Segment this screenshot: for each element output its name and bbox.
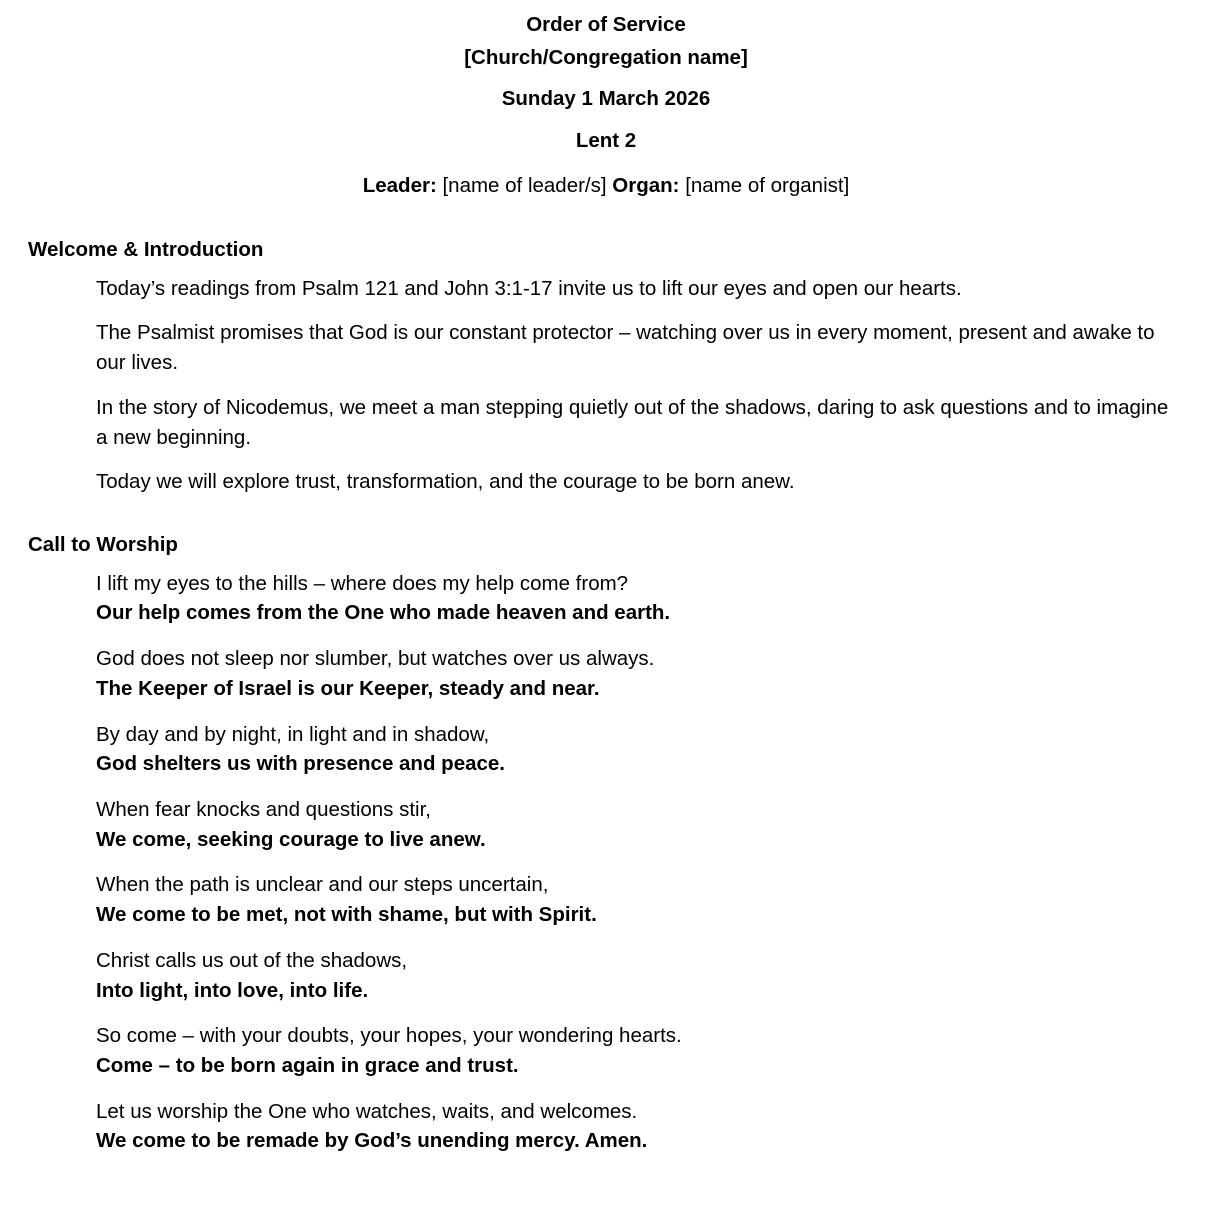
call-line: God does not sleep nor slumber, but watches over us always. <box>96 647 655 671</box>
liturgical-season: Lent 2 <box>575 128 637 152</box>
responsive-pair <box>96 795 1184 854</box>
responsive-pair <box>96 1097 1184 1156</box>
response-line: Come – to be born again in grace and trust. <box>96 1054 519 1078</box>
responsive-pair <box>96 870 1184 929</box>
responsive-pair <box>96 1021 1184 1080</box>
response-line: We come, seeking courage to live anew. <box>96 827 486 851</box>
call-line: When fear knocks and questions stir, <box>96 798 432 822</box>
responsive-pair <box>96 720 1184 779</box>
welcome-paragraph: Today’s readings from Psalm 121 and John 3:1-17 invite us to lift our eyes and open our hearts. <box>96 276 962 300</box>
call-line: When the path is unclear and our steps uncertain, <box>96 873 549 897</box>
organ-value: [name of organist] <box>685 173 850 197</box>
service-date: Sunday 1 March 2026 <box>501 87 711 111</box>
responsive-pair <box>96 644 1184 703</box>
section-title-welcome: Welcome & Introduction <box>28 238 264 262</box>
welcome-paragraph: In the story of Nicodemus, we meet a man stepping quietly out of the shadows, daring to ask questions and to imagine a new beginning. <box>96 395 1169 449</box>
header-spacer-1 <box>28 74 1184 82</box>
header-spacer-2 <box>28 116 1184 124</box>
leader-organ-line <box>28 169 1184 202</box>
call-line: I lift my eyes to the hills – where does my help come from? <box>96 571 629 595</box>
leader-label: Leader: <box>362 173 437 197</box>
organ-label: Organ: <box>612 173 680 197</box>
leader-value: [name of leader/s] <box>442 173 607 197</box>
call-line: Let us worship the One who watches, waits, and welcomes. <box>96 1099 638 1123</box>
congregation-name: [Church/Congregation name] <box>464 46 748 70</box>
call-line: Christ calls us out of the shadows, <box>96 948 408 972</box>
section-call-to-worship <box>28 531 1184 1156</box>
section-title-call-to-worship: Call to Worship <box>28 533 178 557</box>
response-line: Our help comes from the One who made heaven and earth. <box>96 601 671 625</box>
call-line: By day and by night, in light and in shadow, <box>96 722 490 746</box>
response-line: We come to be remade by God’s unending mercy. Amen. <box>96 1129 648 1153</box>
response-line: The Keeper of Israel is our Keeper, steady and near. <box>96 676 600 700</box>
page-title: Order of Service <box>526 13 686 36</box>
response-line: We come to be met, not with shame, but with Spirit. <box>96 903 597 927</box>
responsive-pair <box>96 569 1184 628</box>
welcome-paragraph: The Psalmist promises that God is our constant protector – watching over us in every moment, present and awake to our lives. <box>96 321 1155 375</box>
responsive-pair <box>96 946 1184 1005</box>
section-welcome-introduction <box>28 236 1184 497</box>
welcome-paragraph: Today we will explore trust, transformation, and the courage to be born anew. <box>96 470 795 494</box>
response-line: Into light, into love, into life. <box>96 978 369 1002</box>
response-line: God shelters us with presence and peace. <box>96 752 505 776</box>
call-line: So come – with your doubts, your hopes, your wondering hearts. <box>96 1024 682 1048</box>
document-header <box>28 8 1184 202</box>
